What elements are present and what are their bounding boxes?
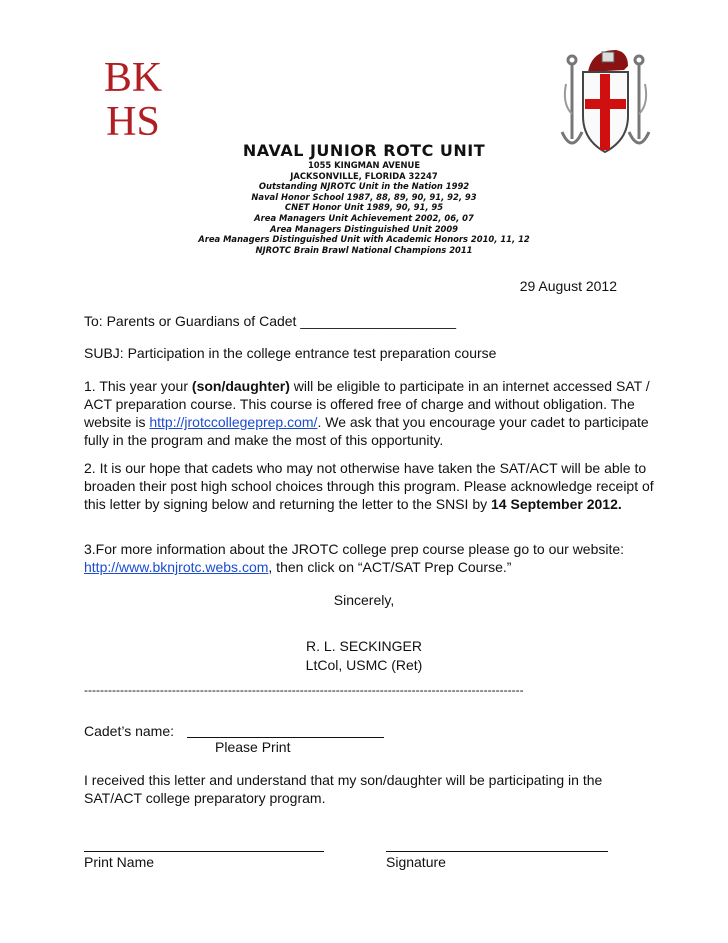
deadline-date: 14 September 2012. [491, 496, 622, 512]
subject-line: SUBJ: Participation in the college entrance test preparation course [84, 345, 497, 361]
letterhead-details [0, 160, 728, 255]
unit-title: NAVAL JUNIOR ROTC UNIT [242, 141, 486, 160]
paragraph-2: 2. It is our hope that cadets who may not otherwise have taken the SAT/ACT will be able to broaden their post high school choices through this program. Please acknowledge receipt of this letter by signing below and returning the letter to the SNSI by 14 September 2012. [84, 460, 654, 512]
honor-line: Outstanding NJROTC Unit in the Nation 1992 [258, 181, 470, 192]
please-print-label: Please Print [215, 739, 291, 755]
signer-name: R. L. SECKINGER [306, 638, 422, 654]
to-line: To: Parents or Guardians of Cadet ____________________ [84, 313, 457, 329]
school-logo [92, 51, 174, 140]
letter-date: 29 August 2012 [519, 278, 617, 294]
unit-website-link[interactable]: http://www.bknjrotc.webs.com [84, 559, 269, 575]
acknowledgement-text: I received this letter and understand that my son/daughter will be participating in the SAT/ACT college preparatory program. [84, 772, 603, 806]
unit-address: 1055 KINGMAN AVENUE [307, 160, 421, 170]
print-name-label: Print Name [84, 854, 155, 870]
cut-line-separator: -------------------------------------------------------------------------------------------------------------- [84, 683, 524, 697]
logo-text-top: BK [103, 55, 163, 101]
paragraph-3: 3.For more information about the JROTC college prep course please go to our website: http://www.bknjrotc.webs.com, then click on “ACT/SAT Prep Course.” [84, 541, 625, 575]
honor-line: Naval Honor School 1987, 88, 89, 90, 91, 92, 93 [251, 191, 477, 202]
honor-line: Area Managers Distinguished Unit with Academic Honors 2010, 11, 12 [198, 234, 530, 245]
closing: Sincerely, [333, 592, 395, 608]
unit-city: JACKSONVILLE, FLORIDA 32247 [290, 170, 438, 181]
signer-rank: LtCol, USMC (Ret) [305, 657, 423, 673]
honor-line: Area Managers Distinguished Unit 2009 [269, 223, 459, 234]
cadet-name-label: Cadet’s name: [84, 723, 175, 739]
signature-field[interactable] [386, 836, 608, 852]
honor-line: NJROTC Brain Brawl National Champions 2011 [255, 244, 473, 255]
print-name-field[interactable] [84, 836, 324, 852]
paragraph-1: 1. This year your (son/daughter) will be eligible to participate in an internet accessed SAT / ACT preparation course. This course is offered free of charge and without obligation. The website is http://jrotccollegeprep.com/. We ask that you encourage your cadet to participate fully in the program and make the most of this opportunity. [84, 378, 650, 448]
signature-label: Signature [386, 854, 446, 870]
honor-line: CNET Honor Unit 1989, 90, 91, 95 [284, 202, 444, 213]
son-daughter-emphasis: (son/daughter) [191, 378, 290, 394]
cadet-name-field[interactable] [187, 722, 384, 738]
logo-text-bottom: HS [106, 99, 160, 140]
prep-website-link[interactable]: http://jrotccollegeprep.com/ [149, 414, 318, 430]
honor-line: Area Managers Unit Achievement 2002, 06, 07 [254, 212, 474, 223]
